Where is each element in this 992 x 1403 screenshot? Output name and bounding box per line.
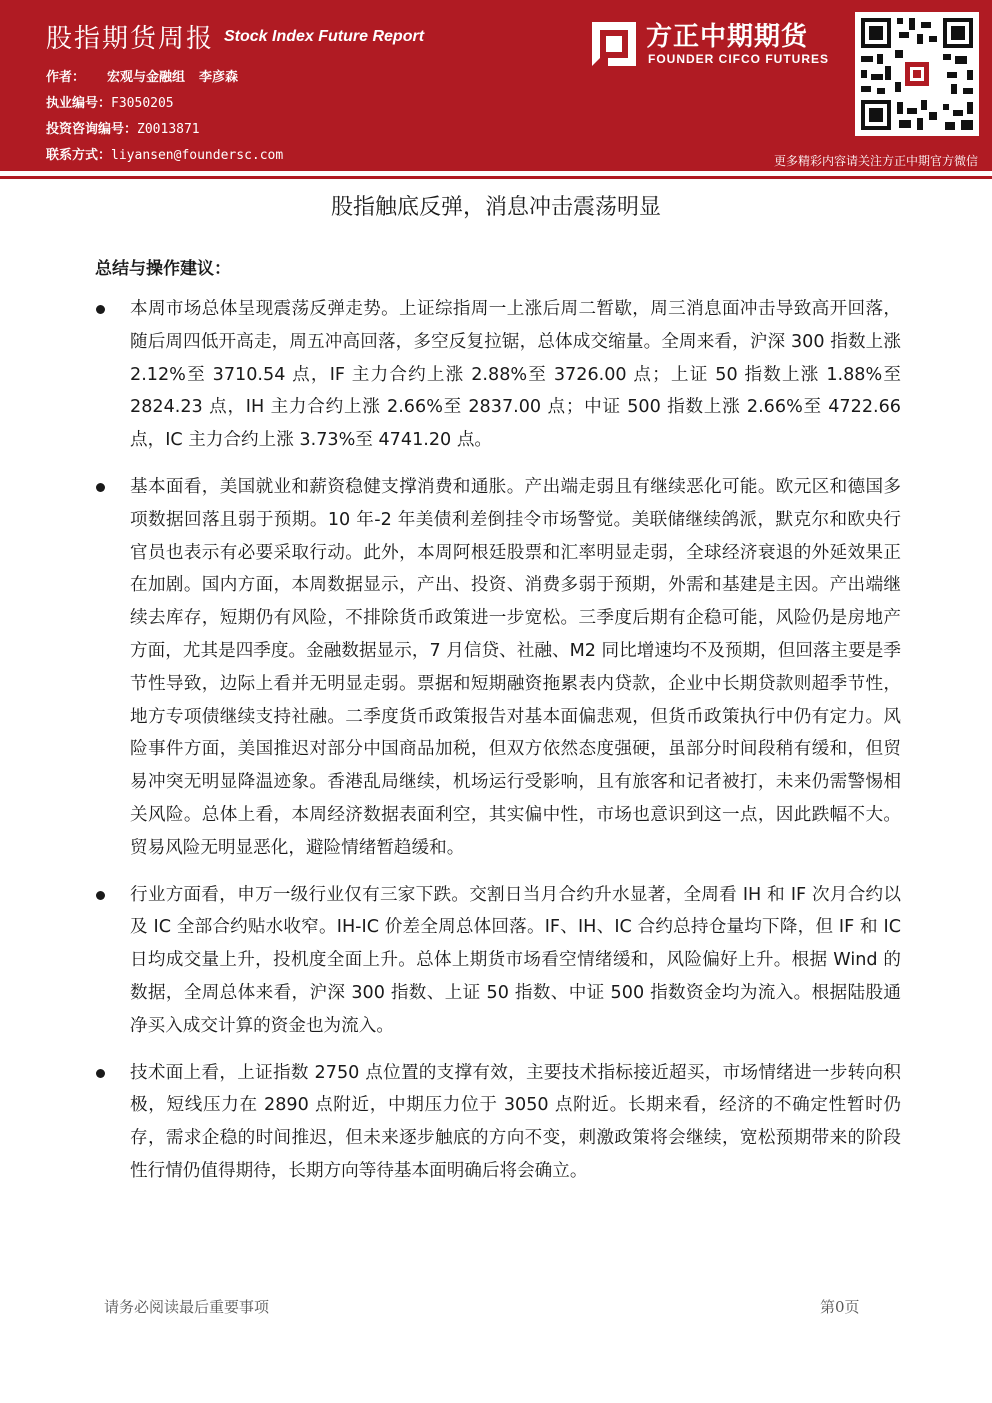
- bullet-technical: [95, 1057, 901, 1188]
- contact-line: [46, 144, 283, 163]
- bullet-text: 本周市场总体呈现震荡反弹走势。上证综指周一上涨后周二暂歇，周三消息面冲击导致高开回落，随后周四低开高走，周五冲高回落，多空反复拉锯，总体成交缩量。全周来看，沪深 300 指数上涨 2.12%至 3710.54 点，IF 主力合约上涨 2.88%至 3726.00 点；上证 50 指数上涨 1.88%至 2824.23 点，IH 主力合约上涨 2.66%至 2837.00 点；中证 500 指数上涨 2.66%至 4722.66 点，IC 主力合约上涨 3.73%至 4741.20 点。: [130, 299, 901, 451]
- wechat-follow-note: 更多精彩内容请关注方正中期官方微信: [773, 154, 978, 168]
- advisory-label: 投资咨询编号：: [46, 122, 138, 137]
- license-number: F3050205: [111, 96, 174, 111]
- bullet-fundamentals: [95, 471, 901, 865]
- author-label: 作者：: [46, 70, 86, 85]
- contact-label: 联系方式：: [46, 148, 112, 163]
- bullet-industry: [95, 879, 901, 1043]
- bullet-dot-icon: [96, 483, 105, 492]
- bullet-market-overview: [95, 293, 901, 457]
- summary-bullet-list: [95, 293, 901, 1202]
- footer-page-number: 第0页: [820, 1298, 860, 1316]
- section-title-summary: 总结与操作建议：: [95, 259, 231, 279]
- report-header-banner: [0, 0, 992, 176]
- report-title-en: Stock Index Future Report: [224, 28, 425, 45]
- bullet-dot-icon: [96, 305, 105, 314]
- bullet-text: 技术面上看，上证指数 2750 点位置的支撑有效，主要技术指标接近超买，市场情绪进一步转向积极，短线压力在 2890 点附近，中期压力位于 3050 点附近。长期来看，经济的不确定性暂时仍存，需求企稳的时间推迟，但未来逐步触底的方向不变，刺激政策将会继续，宽松预期带来的阶段性行情仍值得期待，长期方向等待基本面明确后将会确立。: [130, 1062, 901, 1181]
- logo-text-cn: 方正中期期货: [646, 22, 809, 52]
- advisory-number: Z0013871: [137, 122, 200, 137]
- header-divider: [0, 176, 992, 179]
- report-title: 股指期货周报: [46, 24, 215, 54]
- report-headline: 股指触底反弹，消息冲击震荡明显: [330, 195, 661, 220]
- author-group: 宏观与金融组: [107, 70, 186, 85]
- bullet-dot-icon: [96, 891, 105, 900]
- advisory-line: [46, 118, 200, 137]
- logo-text-en: FOUNDER CIFCO FUTURES: [648, 52, 829, 66]
- author-line: [46, 66, 238, 85]
- bullet-text: 行业方面看，申万一级行业仅有三家下跌。交割日当月合约升水显著，全周看 IH 和 IF 次月合约以及 IC 全部合约贴水收窄。IH-IC 价差全周总体回落。IF、IH、IC 合约总持仓量均下降，但 IF 和 IC 日均成交量上升，投机度全面上升。总体上期货市场看空情绪缓和，风险偏好上升。根据 Wind 的数据，全周总体来看，沪深 300 指数、上证 50 指数、中证 500 指数资金均为流入。根据陆股通净买入成交计算的资金也为流入。: [130, 884, 901, 1036]
- bullet-text: 基本面看，美国就业和薪资稳健支撑消费和通胀。产出端走弱且有继续恶化可能。欧元区和德国多项数据回落且弱于预期。10 年-2 年美债利差倒挂令市场警觉。美联储继续鸽派，默克尔和欧央行官员也表示有必要采取行动。此外，本周阿根廷股票和汇率明显走弱，全球经济衰退的外延效果正在加剧。国内方面，本周数据显示，产出、投资、消费多弱于预期，外需和基建是主因。产出端继续去库存，短期仍有风险，不排除货币政策进一步宽松。三季度后期有企稳可能，风险仍是房地产方面，尤其是四季度。金融数据显示，7 月信贷、社融、M2 同比增速均不及预期，但回落主要是季节性导致，边际上看并无明显走弱。票据和短期融资拖累表内贷款，企业中长期贷款则超季节性，地方专项债继续支持社融。二季度货币政策报告对基本面偏悲观，但货币政策执行中仍有定力。风险事件方面，美国推迟对部分中国商品加税，但双方依然态度强硬，虽部分时间段稍有缓和，但贸易冲突无明显降温迹象。香港乱局继续，机场运行受影响，且有旅客和记者被打，未来仍需警惕相关风险。总体上看，本周经济数据表面利空，其实偏中性，市场也意识到这一点，因此跌幅不大。贸易风险无明显恶化，避险情绪暂趋缓和。: [130, 476, 901, 858]
- founder-logo-icon: [590, 20, 638, 68]
- footer-disclaimer-notice: 请务必阅读最后重要事项: [104, 1298, 270, 1316]
- author-name: 李彦森: [199, 70, 239, 85]
- bullet-dot-icon: [96, 1069, 105, 1078]
- wechat-qr-code-icon: [855, 12, 979, 136]
- contact-email[interactable]: liyansen@foundersc.com: [111, 148, 284, 163]
- license-label: 执业编号：: [46, 96, 112, 111]
- license-line: [46, 92, 174, 111]
